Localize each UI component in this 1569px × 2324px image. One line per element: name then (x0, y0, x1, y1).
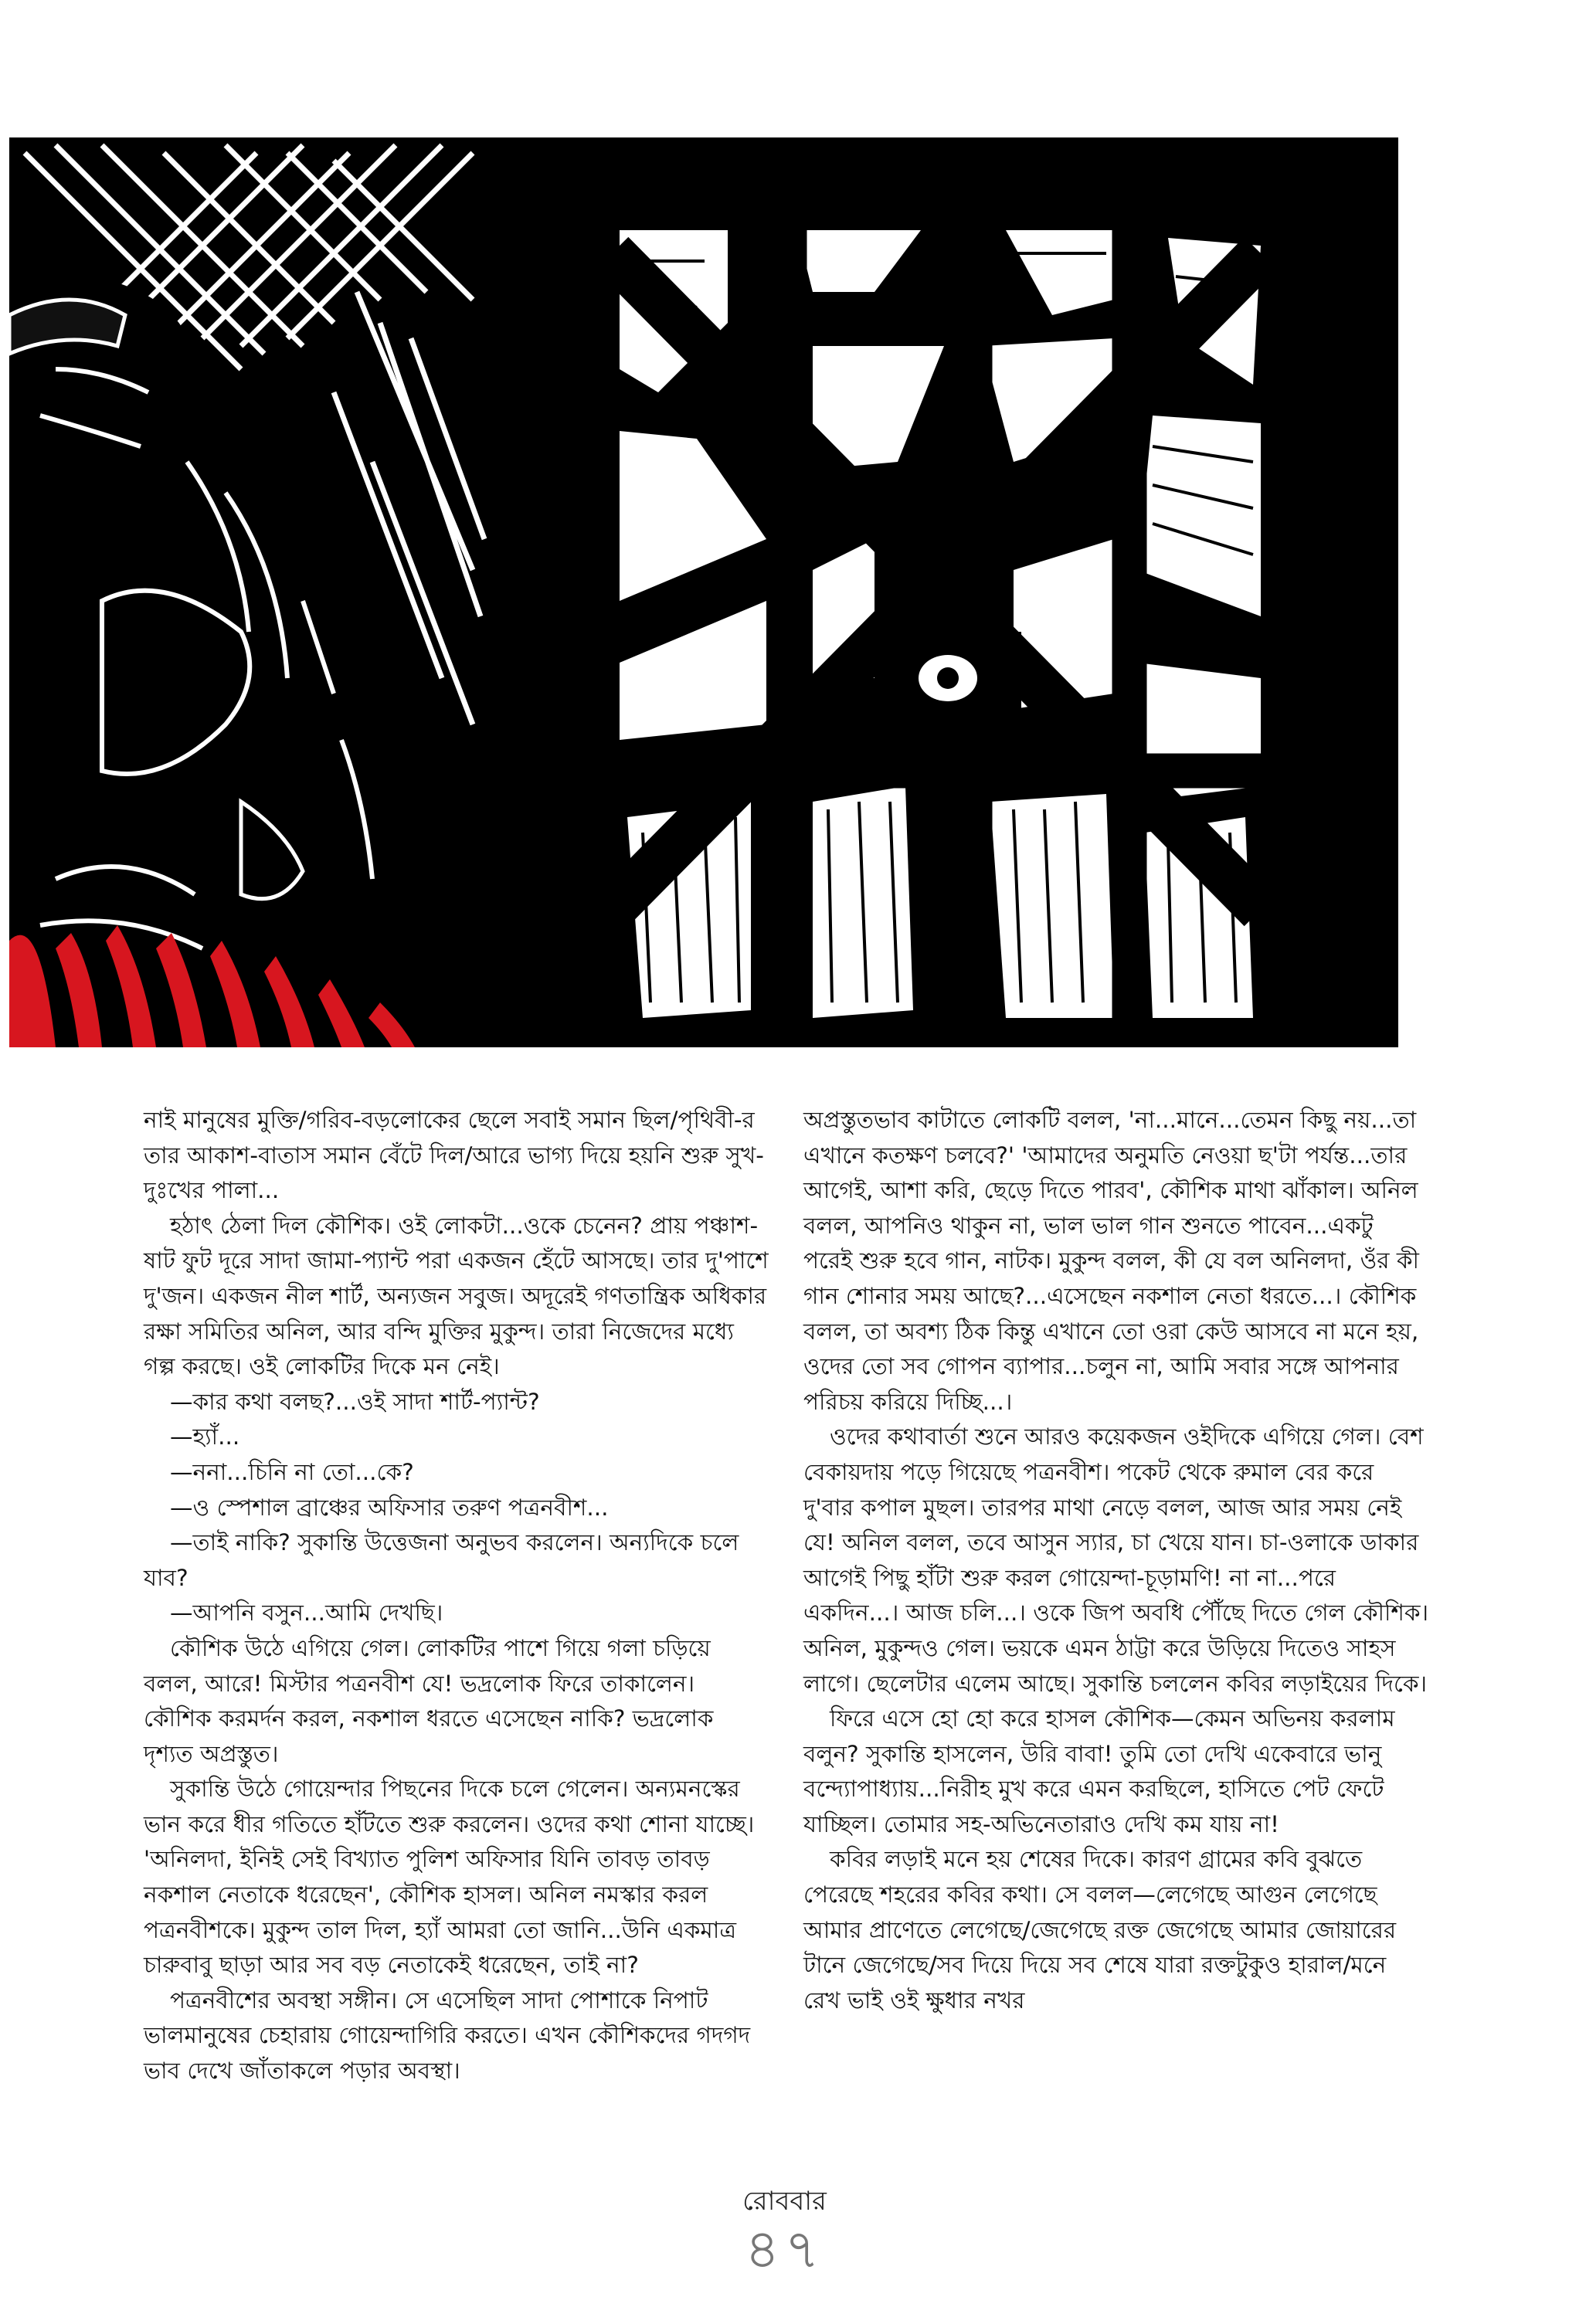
article-column-left (144, 1103, 769, 2089)
paragraph: নাই মানুষের মুক্তি/গরিব-বড়লোকের ছেলে সবাই সমান ছিল/পৃথিবী-র তার আকাশ-বাতাস সমান বেঁটে দিল/আরে ভাগ্য দিয়ে হয়নি শুরু সুখ-দুঃখের পালা... (144, 1107, 764, 1204)
woodcut-illustration-icon (9, 137, 1398, 1047)
dialogue-line: —হ্যাঁ... (170, 1423, 240, 1450)
paragraph: পত্রনবীশের অবস্থা সঙ্গীন। সে এসেছিল সাদা পোশাকে নিপাট ভালমানুষের চেহারায় গোয়েন্দাগিরি করতে। এখন কৌশিকদের গদগদ ভাব দেখে জাঁতাকলে পড়ার অবস্থা। (144, 1986, 751, 2085)
paragraph: ফিরে এসে হো হো করে হাসল কৌশিক—কেমন অভিনয় করলাম বলুন? সুকান্তি হাসলেন, উরি বাবা! তুমি তো দেখি একেবারে ভানু বন্দ্যোপাধ্যায়...নিরীহ মুখ করে এমন করছিলে, হাসিতে পেট ফেটে যাচ্ছিল। তোমার সহ-অভিনেতারাও দেখি কম যায় না! (803, 1705, 1395, 1837)
lock-icon (874, 632, 1021, 724)
woodcut-illustration (9, 137, 1398, 1047)
dialogue-line: —কার কথা বলছ?...ওই সাদা শার্ট-প্যান্ট? (170, 1388, 540, 1415)
paragraph: অপ্রস্তুতভাব কাটাতে লোকটি বলল, 'না...মানে...তেমন কিছু নয়...তা এখানে কতক্ষণ চলবে?' 'আমাদের অনুমতি নেওয়া ছ'টা পর্যন্ত...তার আগেই, আশা করি, ছেড়ে দিতে পারব', কৌশিক মাথা ঝাঁকাল। অনিল বলল, আপনিও থাকুন না, ভাল ভাল গান শুনতে পাবেন...একটু পরেই শুরু হবে গান, নাটক। মুকুন্দ বলল, কী যে বল অনিলদা, ওঁর কী গান শোনার সময় আছে?...এসেছেন নকশাল নেতা ধরতে...। কৌশিক বলল, তা অবশ্য ঠিক কিন্তু এখানে তো ওরা কেউ আসবে না মনে হয়, ওদের তো সব গোপন ব্যাপার...চলুন না, আমি সবার সঙ্গে আপনার পরিচয় করিয়ে দিচ্ছি...। (803, 1107, 1419, 1415)
paragraph: কৌশিক উঠে এগিয়ে গেল। লোকটির পাশে গিয়ে গলা চড়িয়ে বলল, আরে! মিস্টার পত্রনবীশ যে! ভদ্রলোক ফিরে তাকালেন। কৌশিক করমর্দন করল, নকশাল ধরতে এসেছেন নাকি? ভদ্রলোক দৃশ্যত অপ্রস্তুত। (144, 1634, 714, 1767)
dialogue-line: —তাই নাকি? সুকান্তি উত্তেজনা অনুভব করলেন। অন্যদিকে চলে যাব? (144, 1529, 739, 1591)
magazine-name: রোববার (742, 2186, 827, 2217)
paragraph: ওদের কথাবার্তা শুনে আরও কয়েকজন ওইদিকে এগিয়ে গেল। বেশ বেকায়দায় পড়ে গিয়েছে পত্রনবীশ। পকেট থেকে রুমাল বের করে দু'বার কপাল মুছল। তারপর মাথা নেড়ে বলল, আজ আর সময় নেই যে! অনিল বলল, তবে আসুন স্যার, চা খেয়ে যান। চা-ওলাকে ডাকার আগেই পিছু হাঁটা শুরু করল গোয়েন্দা-চূড়ামণি! না না...পরে একদিন...। আজ চলি...। ওকে জিপ অবধি পৌঁছে দিতে গেল কৌশিক। অনিল, মুকুন্দও গেল। ভয়কে এমন ঠাট্টা করে উড়িয়ে দিতেও সাহস লাগে। ছেলেটার এলেম আছে। সুকান্তি চললেন কবির লড়াইয়ের দিকে। (803, 1423, 1429, 1697)
page-number: ৪৭ (745, 2217, 824, 2281)
dialogue-line: —ও স্পেশাল ব্রাঞ্চের অফিসার তরুণ পত্রনবীশ... (170, 1494, 609, 1521)
dialogue-line: —ননা...চিনি না তো...কে? (170, 1458, 414, 1485)
article-column-right (803, 1103, 1429, 2018)
paragraph: সুকান্তি উঠে গোয়েন্দার পিছনের দিকে চলে গেলেন। অন্যমনস্কের ভান করে ধীর গতিতে হাঁটতে শুরু করলেন। ওদের কথা শোনা যাচ্ছে। 'অনিলদা, ইনিই সেই বিখ্যাত পুলিশ অফিসার যিনি তাবড় তাবড় নকশাল নেতাকে ধরেছেন', কৌশিক হাসল। অনিল নমস্কার করল পত্রনবীশকে। মুকুন্দ তাল দিল, হ্যাঁ আমরা তো জানি...উনি একমাত্র চারুবাবু ছাড়া আর সব বড় নেতাকেই ধরেছেন, তাই না? (144, 1776, 755, 1979)
dialogue-line: —আপনি বসুন...আমি দেখছি। (170, 1600, 443, 1627)
paragraph: হঠাৎ ঠেলা দিল কৌশিক। ওই লোকটা...ওকে চেনেন? প্রায় পঞ্চাশ-ষাট ফুট দূরে সাদা জামা-প্যান্ট পরা একজন হেঁটে আসছে। তার দু'পাশে দু'জন। একজন নীল শার্ট, অন্যজন সবুজ। অদূরেই গণতান্ত্রিক অধিকার রক্ষা সমিতির অনিল, আর বন্দি মুক্তির মুকুন্দ। তারা নিজেদের মধ্যে গল্প করছে। ওই লোকটির দিকে মন নেই। (144, 1212, 769, 1380)
paragraph: কবির লড়াই মনে হয় শেষের দিকে। কারণ গ্রামের কবি বুঝতে পেরেছে শহরের কবির কথা। সে বলল—লেগেছে আগুন লেগেছে আমার প্রাণেতে লেগেছে/জেগেছে রক্ত জেগেছে আমার জোয়ারের টানে জেগেছে/সব দিয়ে দিয়ে সব শেষে যারা রক্তটুকুও হারাল/মনে রেখ ভাই ওই ক্ষুধার নখর (803, 1846, 1397, 2014)
